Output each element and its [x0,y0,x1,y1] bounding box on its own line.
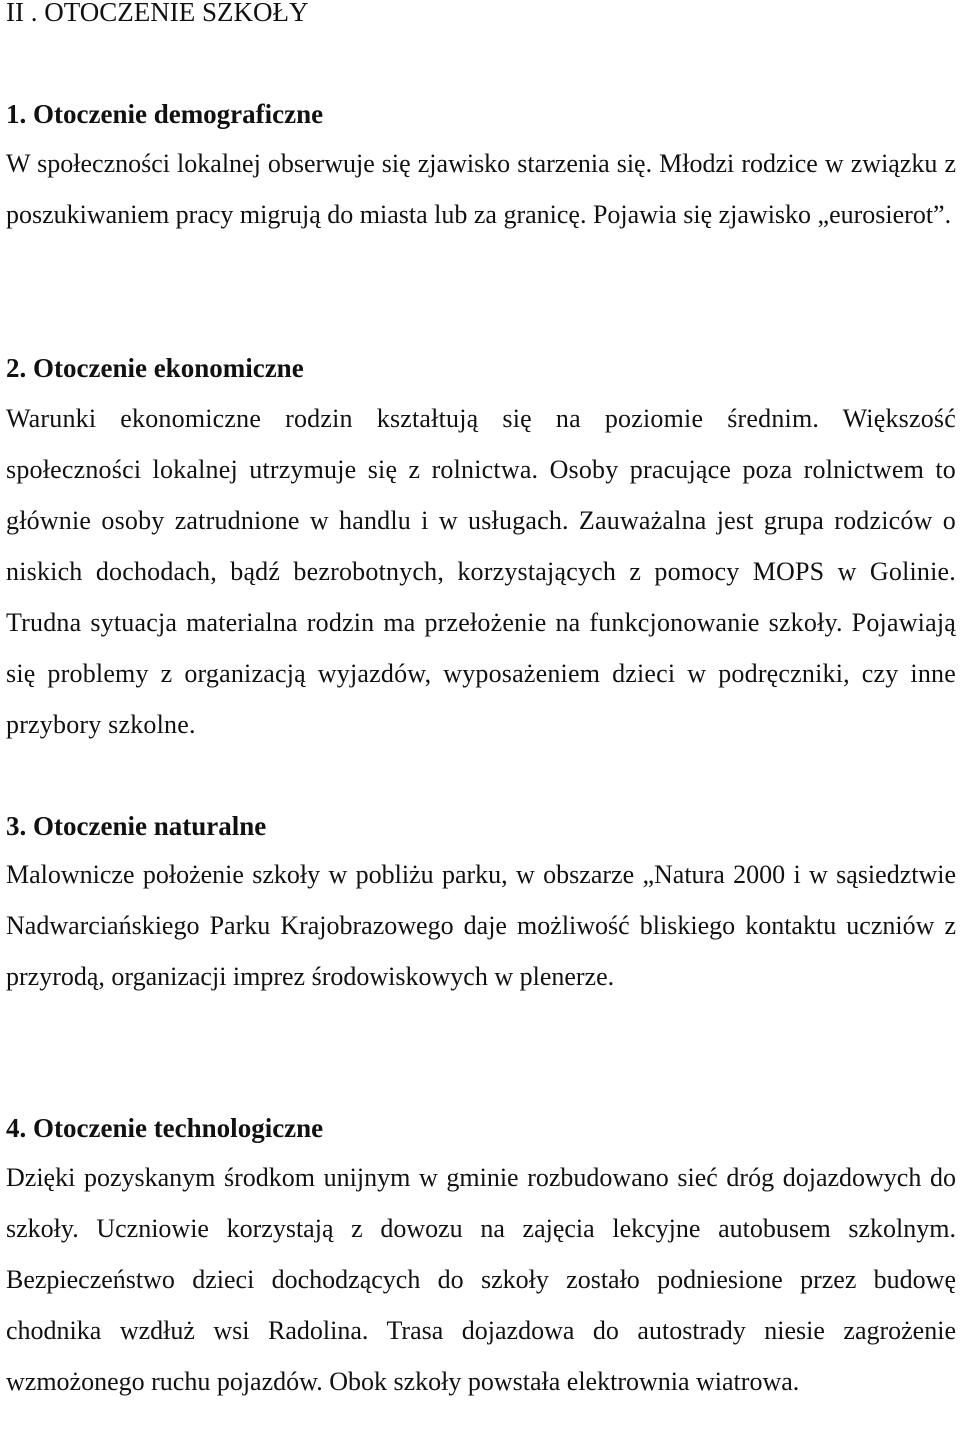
section-heading: 4. Otoczenie technologiczne [6,1113,324,1143]
section-body: W społeczności lokalnej obserwuje się zjawisko starzenia się. Młodzi rodzice w związku z poszukiwaniem pracy migrują do miasta lub za granicę. Pojawia się zjawisko „eurosierot”. [6,149,956,229]
chapter-title: II . OTOCZENIE SZKOŁY [6,0,309,27]
section-heading: 3. Otoczenie naturalne [6,811,267,841]
section-body: Malownicze położenie szkoły w pobliżu parku, w obszarze „Natura 2000 i w sąsiedztwie Nadwarciańskiego Parku Krajobrazowego daje możliwość bliskiego kontaktu uczniów z przyrodą, organizacji imprez środowiskowych w plenerze. [6,860,956,991]
section-body: Warunki ekonomiczne rodzin kształtują się na poziomie średnim. Większość społeczności lokalnej utrzymuje się z rolnictwa. Osoby pracujące poza rolnictwem to głównie osoby zatrudnione w handlu i w usługach. Zauważalna jest grupa rodziców o niskich dochodach, bądź bezrobotnych, korzystających z pomocy MOPS w Golinie. Trudna sytuacja materialna rodzin ma przełożenie na funkcjonowanie szkoły. Pojawiają się problemy z organizacją wyjazdów, wyposażeniem dzieci w podręczniki, czy inne przybory szkolne. [6,404,956,739]
section-heading: 2. Otoczenie ekonomiczne [6,353,304,383]
section-heading: 1. Otoczenie demograficzne [6,99,324,129]
section-body: Dzięki pozyskanym środkom unijnym w gminie rozbudowano sieć dróg dojazdowych do szkoły. Uczniowie korzystają z dowozu na zajęcia lekcyjne autobusem szkolnym. Bezpieczeństwo dzieci dochodzących do szkoły zostało podniesione przez budowę chodnika wzdłuż wsi Radolina. Trasa dojazdowa do autostrady niesie zagrożenie wzmożonego ruchu pojazdów. Obok szkoły powstała elektrownia wiatrowa. [6,1163,956,1396]
